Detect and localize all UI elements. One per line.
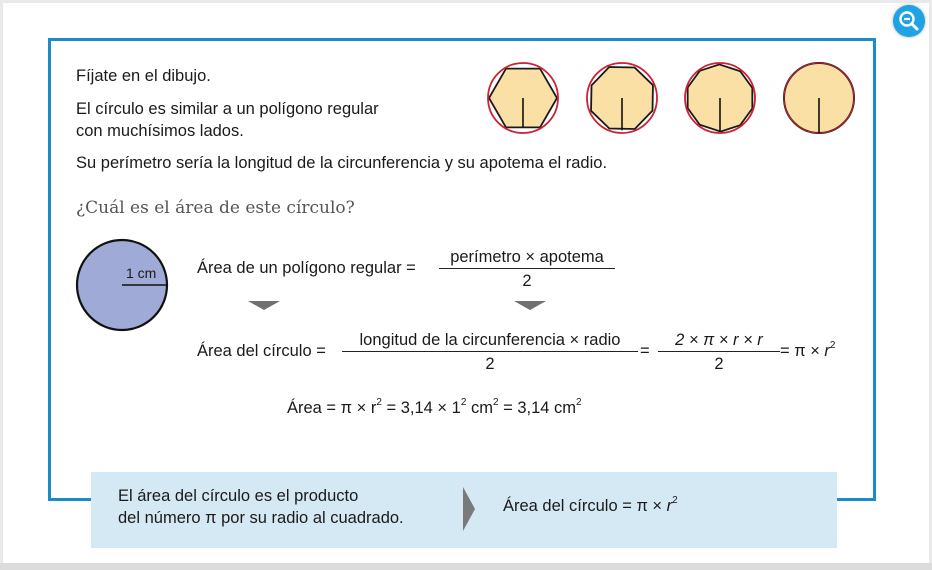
circle-area-denominator-2: 2	[714, 355, 724, 373]
summary-formula	[503, 497, 678, 516]
intro-line-3: Su perímetro sería la longitud de la circunferencia y su apotema el radio.	[76, 154, 608, 172]
summary-formula-prefix: Área del círculo = π ×	[503, 497, 667, 515]
summary-formula-exp: 2	[672, 495, 678, 506]
magnifier-zoom-out-icon	[893, 5, 925, 37]
zoom-button[interactable]	[893, 5, 925, 37]
hexagon-in-circle	[488, 63, 558, 133]
circle-area-fraction	[342, 329, 638, 376]
calc-exp-2: 2	[460, 397, 467, 408]
calc-part-4: = 3,14 cm	[498, 399, 577, 417]
circle-area-result-prefix: = π ×	[780, 342, 825, 360]
polygon-area-label: Área de un polígono regular =	[197, 259, 416, 277]
summary-text	[118, 485, 404, 529]
circle-area-label: Área del círculo =	[197, 342, 326, 360]
unit-circle-figure	[74, 237, 172, 335]
radius-label: 1 cm	[126, 265, 157, 281]
intro-line-2a: El círculo es similar a un polígono regular	[76, 100, 379, 118]
circle-area-denominator: 2	[485, 355, 495, 373]
calc-part-2: = 3,14 × 1	[381, 399, 461, 417]
circle-area-result-exp: 2	[829, 340, 836, 351]
calc-part-3: cm	[466, 399, 493, 417]
calc-exp-4: 2	[576, 397, 582, 408]
summary-formula-var: r	[666, 497, 673, 515]
summary-box	[91, 472, 837, 548]
question-heading: ¿Cuál es el área de este círculo?	[76, 198, 355, 218]
octagon-in-circle	[579, 56, 665, 141]
summary-line-2: del número π por su radio al cuadrado.	[118, 509, 404, 527]
bottom-strip	[0, 563, 932, 570]
intro-line-2b: con muchísimos lados.	[76, 122, 244, 140]
summary-line-1: El área del círculo es el producto	[118, 487, 359, 505]
arrow-down-icon	[514, 301, 546, 310]
polygon-area-fraction	[439, 246, 615, 293]
circle-area-numerator: longitud de la circunferencia × radio	[342, 329, 638, 352]
circle-area-result-var: r	[824, 342, 830, 360]
chevron-right-icon	[463, 487, 475, 531]
intro-line-1: Fíjate en el dibujo.	[76, 67, 211, 85]
circle-area-fraction-2	[658, 329, 780, 376]
polygon-sequence-illustration	[480, 56, 870, 146]
circle-limit	[784, 63, 854, 133]
area-calculation	[287, 399, 582, 418]
circle-area-equals: =	[640, 342, 650, 360]
circle-area-numerator-2: 2 × π × r × r	[658, 329, 780, 352]
polygon-area-denominator: 2	[522, 272, 532, 290]
calc-exp-3: 2	[492, 397, 499, 408]
calc-part-1: Área = π × r	[287, 399, 377, 417]
circle-area-result	[780, 342, 835, 361]
polygon-area-numerator: perímetro × apotema	[439, 246, 615, 269]
decagon-in-circle	[678, 57, 762, 138]
calc-exp-1: 2	[376, 397, 382, 408]
arrow-down-icon	[248, 301, 280, 310]
